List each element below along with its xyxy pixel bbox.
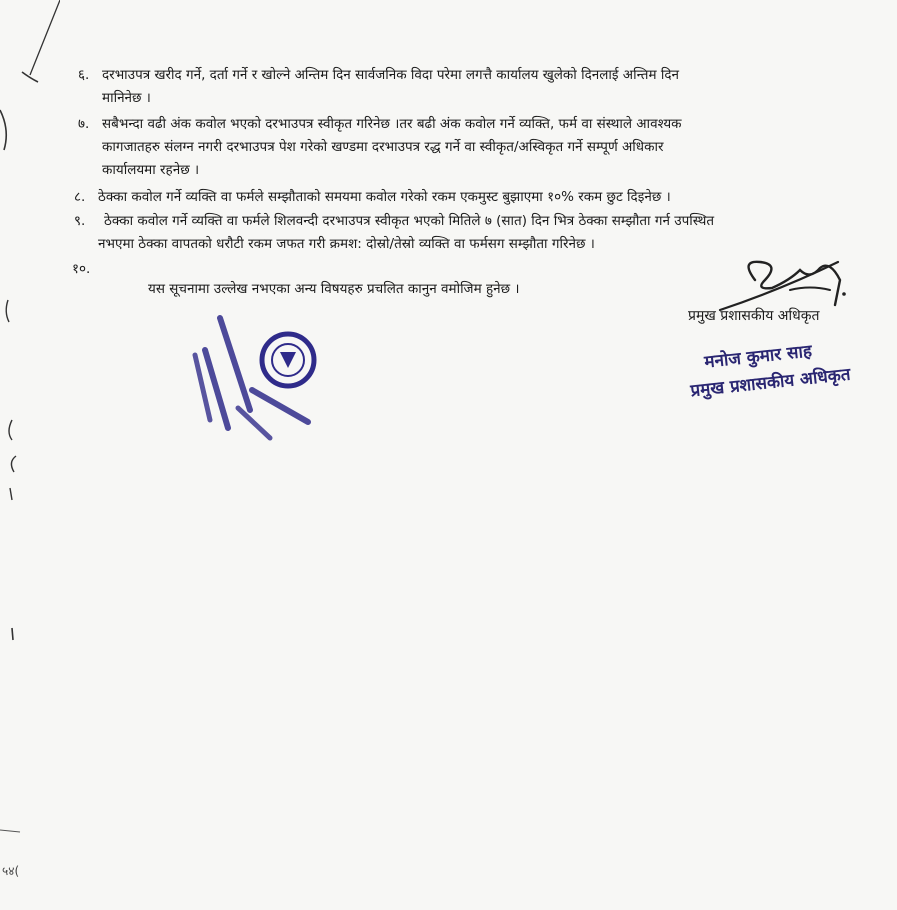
- stamp-officer-title: प्रमुख प्रशासकीय अधिकृत: [689, 364, 852, 402]
- clause-number: ९.: [74, 213, 86, 229]
- clause-number: ८.: [74, 189, 86, 205]
- clause-line: यस सूचनामा उल्लेख नभएका अन्य विषयहरु प्रचलित कानुन वमोजिम हुनेछ ।: [148, 281, 520, 297]
- clause-number: ६.: [78, 67, 90, 83]
- clause-line: कार्यालयमा रहनेछ ।: [102, 162, 200, 178]
- clause-line: मानिनेछ ।: [102, 90, 151, 106]
- signature-block: [660, 250, 880, 410]
- signatory-title: प्रमुख प्रशासकीय अधिकृत: [688, 308, 820, 324]
- margin-pen-marks: [0, 0, 60, 910]
- clause-8: [74, 186, 854, 210]
- municipal-seal: [190, 310, 320, 450]
- clause-line: दरभाउपत्र खरीद गर्ने, दर्ता गर्ने र खोल्ने अन्तिम दिन सार्वजनिक विदा परेमा लगत्तै कार्यालय खुलेको दिनलाई अन्तिम दिन: [102, 67, 679, 83]
- clause-line: ठेक्का कवोल गर्ने व्यक्ति वा फर्मले सम्झौताको समयमा कवोल गरेको रकम एकमुस्ट बुझाएमा १०% रकम छुट दिइनेछ ।: [98, 189, 671, 205]
- clause-line: ठेक्का कवोल गर्ने व्यक्ति वा फर्मले शिलवन्दी दरभाउपत्र स्वीकृत भएको मितिले ७ (सात) दिन भित्र ठेक्का सम्झौता गर्न उपस्थित: [104, 213, 715, 229]
- clause-line: नभएमा ठेक्का वापतको धरौटी रकम जफत गरी क्रमश: दोस्रो/तेस्रो व्यक्ति वा फर्मसग सम्झौता गरिनेछ ।: [98, 236, 595, 252]
- edge-fragment-text: ५४(: [2, 864, 20, 878]
- clause-6: [78, 64, 858, 114]
- stamp-officer-name: मनोज कुमार साह: [703, 341, 813, 373]
- clause-number: ७.: [78, 116, 90, 132]
- clause-line: सबैभन्दा वढी अंक कवोल भएको दरभाउपत्र स्वीकृत गरिनेछ ।तर बढी अंक कवोल गर्ने व्यक्ति, फर्म वा संस्थाले आवश्यक: [102, 116, 682, 132]
- clause-line: कागजातहरु संलग्न नगरी दरभाउपत्र पेश गरेको खण्डमा दरभाउपत्र रद्ध गर्ने वा स्वीकृत/अस्विकृत गर्ने सम्पूर्ण अधिकार: [102, 139, 664, 155]
- clause-number: १०.: [72, 261, 91, 277]
- clause-7: [78, 113, 858, 185]
